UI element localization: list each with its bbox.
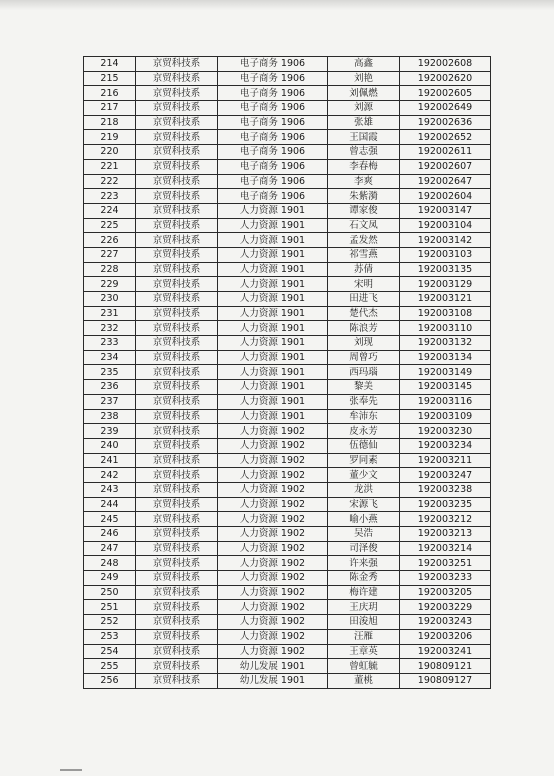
row-index-cell: 233 [84,336,136,351]
student-name-cell: 谭家俊 [328,203,400,218]
class-cell: 人力资源 1902 [218,644,328,659]
student-name-cell: 朱紫漪 [328,189,400,204]
department-cell: 京贸科技系 [136,86,218,101]
department-cell: 京贸科技系 [136,482,218,497]
student-name-cell: 董桃 [328,673,400,688]
class-cell: 人力资源 1901 [218,203,328,218]
student-id-cell: 192002604 [400,189,491,204]
student-id-cell: 192003241 [400,644,491,659]
department-cell: 京贸科技系 [136,438,218,453]
student-name-cell: 刘源 [328,101,400,116]
department-cell: 京贸科技系 [136,394,218,409]
class-cell: 人力资源 1902 [218,424,328,439]
student-name-cell: 孟发然 [328,233,400,248]
student-id-cell: 192003233 [400,571,491,586]
class-cell: 人力资源 1902 [218,453,328,468]
row-index-cell: 237 [84,394,136,409]
row-index-cell: 219 [84,130,136,145]
table-row [84,350,491,365]
student-id-cell: 192003132 [400,336,491,351]
table-row [84,174,491,189]
student-name-cell: 吴浩 [328,527,400,542]
class-cell: 人力资源 1901 [218,233,328,248]
class-cell: 人力资源 1901 [218,262,328,277]
department-cell: 京贸科技系 [136,556,218,571]
class-cell: 人力资源 1901 [218,394,328,409]
department-cell: 京贸科技系 [136,541,218,556]
class-cell: 人力资源 1902 [218,585,328,600]
row-index-cell: 234 [84,350,136,365]
department-cell: 京贸科技系 [136,292,218,307]
student-id-cell: 192002611 [400,145,491,160]
class-cell: 人力资源 1901 [218,321,328,336]
table-row [84,394,491,409]
row-index-cell: 239 [84,424,136,439]
student-id-cell: 192003104 [400,218,491,233]
department-cell: 京贸科技系 [136,203,218,218]
department-cell: 京贸科技系 [136,527,218,542]
student-name-cell: 张奉先 [328,394,400,409]
department-cell: 京贸科技系 [136,174,218,189]
table-row [84,247,491,262]
student-list-body [84,57,491,689]
class-cell: 人力资源 1901 [218,247,328,262]
student-id-cell: 192003235 [400,497,491,512]
student-id-cell: 192003234 [400,438,491,453]
table-row [84,629,491,644]
row-index-cell: 226 [84,233,136,248]
table-row [84,336,491,351]
class-cell: 人力资源 1901 [218,292,328,307]
student-id-cell: 192003142 [400,233,491,248]
department-cell: 京贸科技系 [136,380,218,395]
table-row [84,101,491,116]
student-name-cell: 喻小燕 [328,512,400,527]
student-name-cell: 皮永芳 [328,424,400,439]
class-cell: 人力资源 1901 [218,350,328,365]
table-row [84,130,491,145]
row-index-cell: 252 [84,615,136,630]
table-row [84,512,491,527]
student-id-cell: 192003238 [400,482,491,497]
student-name-cell: 王章英 [328,644,400,659]
department-cell: 京贸科技系 [136,115,218,130]
page-edge-shadow [0,0,554,10]
student-id-cell: 192003135 [400,262,491,277]
department-cell: 京贸科技系 [136,336,218,351]
row-index-cell: 247 [84,541,136,556]
table-row [84,218,491,233]
department-cell: 京贸科技系 [136,218,218,233]
row-index-cell: 254 [84,644,136,659]
department-cell: 京贸科技系 [136,512,218,527]
student-name-cell: 王国霞 [328,130,400,145]
row-index-cell: 255 [84,659,136,674]
class-cell: 人力资源 1902 [218,556,328,571]
class-cell: 人力资源 1902 [218,512,328,527]
department-cell: 京贸科技系 [136,57,218,72]
student-name-cell: 司泽俊 [328,541,400,556]
class-cell: 人力资源 1901 [218,380,328,395]
department-cell: 京贸科技系 [136,262,218,277]
student-name-cell: 刘现 [328,336,400,351]
department-cell: 京贸科技系 [136,145,218,160]
student-id-cell: 192003129 [400,277,491,292]
student-name-cell: 陈金秀 [328,571,400,586]
class-cell: 电子商务 1906 [218,57,328,72]
class-cell: 人力资源 1902 [218,438,328,453]
student-id-cell: 192002652 [400,130,491,145]
student-id-cell: 192003206 [400,629,491,644]
row-index-cell: 248 [84,556,136,571]
table-row [84,438,491,453]
student-id-cell: 192003147 [400,203,491,218]
class-cell: 人力资源 1901 [218,365,328,380]
row-index-cell: 216 [84,86,136,101]
table-row [84,321,491,336]
student-id-cell: 192003205 [400,585,491,600]
department-cell: 京贸科技系 [136,277,218,292]
student-id-cell: 192003108 [400,306,491,321]
student-name-cell: 梅许建 [328,585,400,600]
student-name-cell: 西玛瑙 [328,365,400,380]
student-id-cell: 192003116 [400,394,491,409]
student-id-cell: 190809127 [400,673,491,688]
student-name-cell: 李春梅 [328,159,400,174]
department-cell: 京贸科技系 [136,615,218,630]
table-row [84,409,491,424]
student-name-cell: 罗同素 [328,453,400,468]
department-cell: 京贸科技系 [136,71,218,86]
department-cell: 京贸科技系 [136,247,218,262]
class-cell: 人力资源 1902 [218,468,328,483]
student-id-cell: 192003251 [400,556,491,571]
department-cell: 京贸科技系 [136,673,218,688]
class-cell: 电子商务 1906 [218,86,328,101]
student-name-cell: 伍德仙 [328,438,400,453]
student-id-cell: 192002607 [400,159,491,174]
student-name-cell: 陈浪芳 [328,321,400,336]
department-cell: 京贸科技系 [136,101,218,116]
student-id-cell: 192002608 [400,57,491,72]
department-cell: 京贸科技系 [136,644,218,659]
table-row [84,571,491,586]
row-index-cell: 217 [84,101,136,116]
table-row [84,527,491,542]
student-id-cell: 192003211 [400,453,491,468]
table-row [84,482,491,497]
student-name-cell: 宋源飞 [328,497,400,512]
row-index-cell: 238 [84,409,136,424]
department-cell: 京贸科技系 [136,159,218,174]
row-index-cell: 244 [84,497,136,512]
table-row [84,145,491,160]
student-list-table [83,56,491,689]
department-cell: 京贸科技系 [136,350,218,365]
student-id-cell: 192003121 [400,292,491,307]
table-row [84,306,491,321]
table-row [84,277,491,292]
class-cell: 电子商务 1906 [218,159,328,174]
student-name-cell: 高鑫 [328,57,400,72]
department-cell: 京贸科技系 [136,130,218,145]
student-name-cell: 楚代杰 [328,306,400,321]
class-cell: 人力资源 1902 [218,497,328,512]
row-index-cell: 214 [84,57,136,72]
row-index-cell: 241 [84,453,136,468]
student-id-cell: 192003110 [400,321,491,336]
table-row [84,159,491,174]
row-index-cell: 242 [84,468,136,483]
row-index-cell: 218 [84,115,136,130]
student-name-cell: 牟沛东 [328,409,400,424]
student-id-cell: 192003109 [400,409,491,424]
student-name-cell: 曾虹毓 [328,659,400,674]
student-id-cell: 192003134 [400,350,491,365]
row-index-cell: 232 [84,321,136,336]
class-cell: 幼儿发展 1901 [218,673,328,688]
row-index-cell: 251 [84,600,136,615]
row-index-cell: 253 [84,629,136,644]
student-name-cell: 刘佩燃 [328,86,400,101]
student-name-cell: 田进飞 [328,292,400,307]
student-name-cell: 田浚旭 [328,615,400,630]
class-cell: 电子商务 1906 [218,174,328,189]
table-row [84,365,491,380]
table-row [84,189,491,204]
table-row [84,556,491,571]
row-index-cell: 222 [84,174,136,189]
row-index-cell: 231 [84,306,136,321]
class-cell: 电子商务 1906 [218,130,328,145]
department-cell: 京贸科技系 [136,409,218,424]
table-row [84,585,491,600]
class-cell: 幼儿发展 1901 [218,659,328,674]
student-name-cell: 董少文 [328,468,400,483]
table-row [84,262,491,277]
student-id-cell: 192003243 [400,615,491,630]
table-row [84,644,491,659]
student-id-cell: 192003145 [400,380,491,395]
student-id-cell: 192002647 [400,174,491,189]
table-row [84,115,491,130]
student-name-cell: 宋明 [328,277,400,292]
student-name-cell: 祁雪燕 [328,247,400,262]
student-id-cell: 192003247 [400,468,491,483]
student-name-cell: 曾志强 [328,145,400,160]
row-index-cell: 245 [84,512,136,527]
student-id-cell: 192002620 [400,71,491,86]
class-cell: 人力资源 1902 [218,629,328,644]
class-cell: 人力资源 1901 [218,306,328,321]
department-cell: 京贸科技系 [136,424,218,439]
row-index-cell: 249 [84,571,136,586]
student-id-cell: 192003230 [400,424,491,439]
student-name-cell: 许来强 [328,556,400,571]
table-row [84,453,491,468]
student-id-cell: 192002649 [400,101,491,116]
student-name-cell: 汪雁 [328,629,400,644]
department-cell: 京贸科技系 [136,189,218,204]
table-row [84,600,491,615]
table-row [84,233,491,248]
department-cell: 京贸科技系 [136,497,218,512]
student-id-cell: 192003103 [400,247,491,262]
student-name-cell: 张雄 [328,115,400,130]
row-index-cell: 256 [84,673,136,688]
class-cell: 人力资源 1902 [218,571,328,586]
row-index-cell: 243 [84,482,136,497]
table-row [84,203,491,218]
class-cell: 人力资源 1901 [218,336,328,351]
table-row [84,424,491,439]
class-cell: 人力资源 1902 [218,541,328,556]
class-cell: 电子商务 1906 [218,71,328,86]
department-cell: 京贸科技系 [136,306,218,321]
student-id-cell: 192003212 [400,512,491,527]
student-list-table-container [83,56,491,689]
row-index-cell: 228 [84,262,136,277]
department-cell: 京贸科技系 [136,365,218,380]
row-index-cell: 215 [84,71,136,86]
student-id-cell: 192002605 [400,86,491,101]
student-id-cell: 192003214 [400,541,491,556]
department-cell: 京贸科技系 [136,585,218,600]
student-id-cell: 192002636 [400,115,491,130]
row-index-cell: 246 [84,527,136,542]
class-cell: 人力资源 1902 [218,482,328,497]
department-cell: 京贸科技系 [136,321,218,336]
table-row [84,615,491,630]
student-name-cell: 石文凤 [328,218,400,233]
row-index-cell: 250 [84,585,136,600]
row-index-cell: 221 [84,159,136,174]
row-index-cell: 229 [84,277,136,292]
row-index-cell: 224 [84,203,136,218]
student-name-cell: 李爽 [328,174,400,189]
class-cell: 人力资源 1902 [218,615,328,630]
class-cell: 人力资源 1902 [218,527,328,542]
student-name-cell: 苏倩 [328,262,400,277]
row-index-cell: 236 [84,380,136,395]
row-index-cell: 235 [84,365,136,380]
student-id-cell: 192003229 [400,600,491,615]
class-cell: 人力资源 1901 [218,218,328,233]
table-row [84,292,491,307]
department-cell: 京贸科技系 [136,453,218,468]
row-index-cell: 223 [84,189,136,204]
table-row [84,71,491,86]
table-row [84,468,491,483]
class-cell: 人力资源 1901 [218,277,328,292]
table-row [84,380,491,395]
student-name-cell: 王庆玥 [328,600,400,615]
row-index-cell: 227 [84,247,136,262]
student-name-cell: 龙洪 [328,482,400,497]
class-cell: 人力资源 1901 [218,409,328,424]
table-row [84,497,491,512]
table-row [84,541,491,556]
department-cell: 京贸科技系 [136,659,218,674]
class-cell: 电子商务 1906 [218,101,328,116]
class-cell: 电子商务 1906 [218,189,328,204]
class-cell: 电子商务 1906 [218,115,328,130]
table-row [84,57,491,72]
student-id-cell: 192003213 [400,527,491,542]
table-row [84,659,491,674]
row-index-cell: 230 [84,292,136,307]
department-cell: 京贸科技系 [136,468,218,483]
row-index-cell: 220 [84,145,136,160]
department-cell: 京贸科技系 [136,571,218,586]
row-index-cell: 225 [84,218,136,233]
table-row [84,673,491,688]
student-id-cell: 192003149 [400,365,491,380]
student-name-cell: 黎美 [328,380,400,395]
department-cell: 京贸科技系 [136,629,218,644]
department-cell: 京贸科技系 [136,233,218,248]
page-footer-mark [60,769,82,771]
table-row [84,86,491,101]
student-name-cell: 周曾巧 [328,350,400,365]
student-name-cell: 刘艳 [328,71,400,86]
class-cell: 电子商务 1906 [218,145,328,160]
department-cell: 京贸科技系 [136,600,218,615]
class-cell: 人力资源 1902 [218,600,328,615]
student-id-cell: 190809121 [400,659,491,674]
row-index-cell: 240 [84,438,136,453]
